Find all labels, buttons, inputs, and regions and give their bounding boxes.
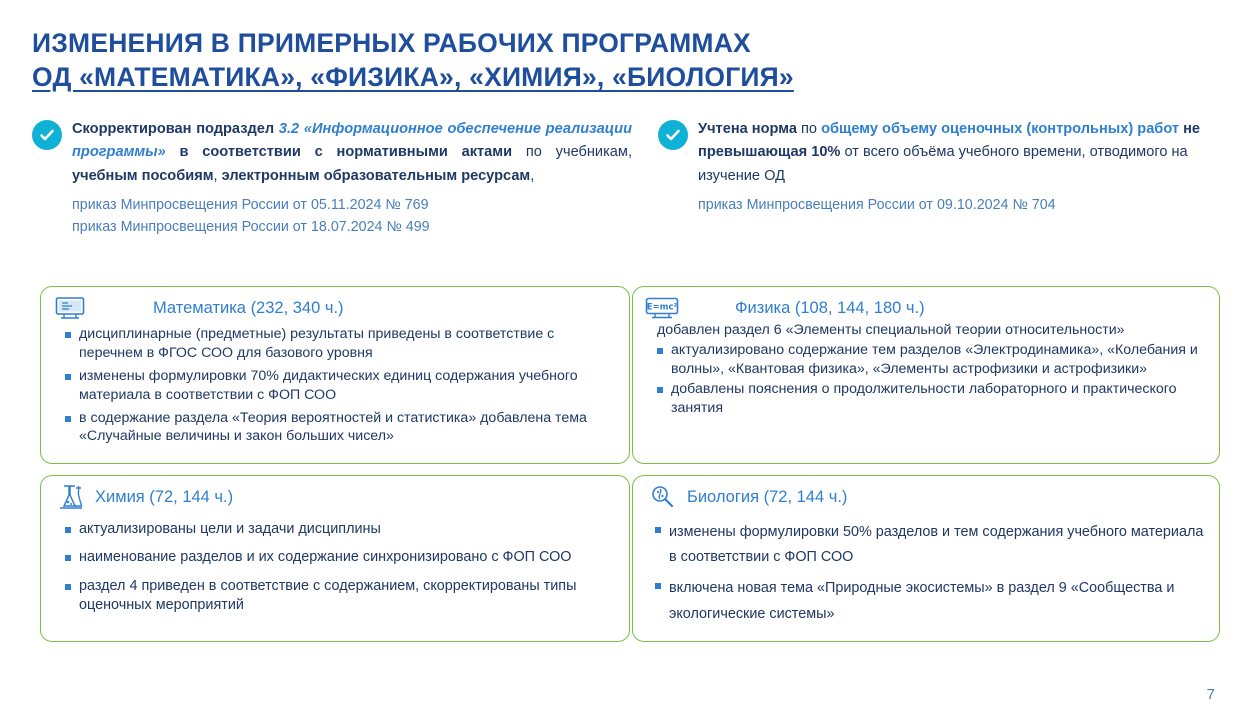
note-right-part-2: по	[801, 121, 822, 137]
page-number: 7	[1206, 686, 1215, 703]
note-left-part-1: Скорректирован подраздел	[72, 121, 279, 137]
title-line-2: ОД «МАТЕМАТИКА», «ФИЗИКА», «ХИМИЯ», «БИОЛОГИЯ»	[32, 62, 794, 93]
note-left-part-5: учебным пособиям	[72, 167, 214, 184]
source-item: приказ Минпросвещения России от 18.07.2024 № 499	[72, 219, 430, 236]
list-item: добавлены пояснения о продолжительности лабораторного и практического занятия	[657, 380, 1205, 417]
card-physics-title: Физика (108, 144, 180 ч.)	[735, 298, 925, 317]
card-biology	[632, 475, 1220, 642]
page-title	[32, 26, 1132, 95]
note-left-part-4: по учебникам,	[512, 144, 632, 161]
source-item: приказ Минпросвещения России от 09.10.2024 № 704	[698, 197, 1056, 214]
microscope-icon	[645, 482, 679, 512]
check-circle-icon	[32, 120, 62, 150]
card-mathematics	[40, 286, 630, 464]
note-left-body	[72, 118, 632, 238]
list-item-lead: добавлен раздел 6 «Элементы специальной теории относительности»	[657, 322, 1125, 338]
classroom-board-icon	[53, 293, 87, 323]
list-item: изменены формулировки 50% разделов и тем содержания учебного материала в соответствии с ФОП СОО	[655, 520, 1205, 570]
card-biology-title: Биология (72, 144 ч.)	[687, 487, 848, 506]
card-mathematics-title: Математика (232, 340 ч.)	[153, 298, 344, 317]
check-circle-icon	[658, 120, 688, 150]
card-physics-header	[633, 287, 1219, 323]
source-item: приказ Минпросвещения России от 05.11.2024 № 769	[72, 197, 429, 214]
note-right-part-5: от всего объёма учебного времени, отводимого на изучение ОД	[698, 144, 1188, 184]
note-left-part-6: ,	[213, 167, 222, 184]
note-right-part-3: общему объему оценочных (контрольных) работ	[821, 121, 1180, 137]
note-right-part-4: не превышающая 10%	[698, 121, 1201, 161]
list-item: наименование разделов и их содержание синхронизировано с ФОП СОО	[65, 548, 615, 567]
title-line-1: ИЗМЕНЕНИЯ В ПРИМЕРНЫХ РАБОЧИХ ПРОГРАММАХ	[32, 28, 751, 58]
list-item: дисциплинарные (предметные) результаты приведены в соответствие с перечнем в ФГОС СОО для базового уровня	[65, 325, 615, 363]
note-right-body	[698, 118, 1220, 216]
card-physics-list	[633, 321, 1219, 417]
note-left-part-7: электронным образовательным ресурсам	[221, 167, 531, 184]
list-item: раздел 4 приведен в соответствие с содержанием, скорректированы типы оценочных мероприятий	[65, 577, 615, 616]
card-biology-list	[633, 520, 1219, 627]
card-mathematics-header	[41, 287, 629, 323]
card-chemistry-title: Химия (72, 144 ч.)	[95, 487, 234, 506]
note-right-part-1: Учтена норма	[698, 121, 802, 137]
list-item: в содержание раздела «Теория вероятностей и статистика» добавлена тема «Случайные величины и закон больших чисел»	[65, 409, 615, 447]
svg-text:E=mc²: E=mc²	[646, 302, 678, 313]
card-biology-header	[633, 476, 1219, 512]
list-item: актуализированы цели и задачи дисциплины	[65, 520, 615, 539]
note-left-part-2: 3.2 «Информационное обеспечение реализации программы»	[72, 121, 632, 161]
card-chemistry-header	[41, 476, 629, 512]
list-item: изменены формулировки 70% дидактических единиц содержания учебного материала в соответствии с ФОП СОО	[65, 367, 615, 405]
note-left-sources	[72, 194, 632, 238]
card-chemistry	[40, 475, 630, 642]
list-item: включена новая тема «Природные экосистемы» в раздел 9 «Сообщества и экологические системы»	[655, 576, 1205, 626]
lab-flask-icon	[53, 482, 87, 512]
note-left-part-8: ,	[530, 167, 535, 184]
note-right	[658, 118, 1220, 216]
card-mathematics-list	[41, 325, 629, 446]
list-item: актуализировано содержание тем разделов «Электродинамика», «Колебания и волны», «Квантовая физика», «Элементы астрофизики и астрофизики»	[657, 341, 1205, 378]
card-chemistry-list	[41, 520, 629, 616]
card-physics	[632, 286, 1220, 464]
note-left-part-3: в соответствии с нормативными актами	[165, 144, 513, 161]
note-right-sources	[698, 194, 1220, 216]
emc2-formula-icon	[645, 293, 679, 323]
note-left	[32, 118, 632, 238]
